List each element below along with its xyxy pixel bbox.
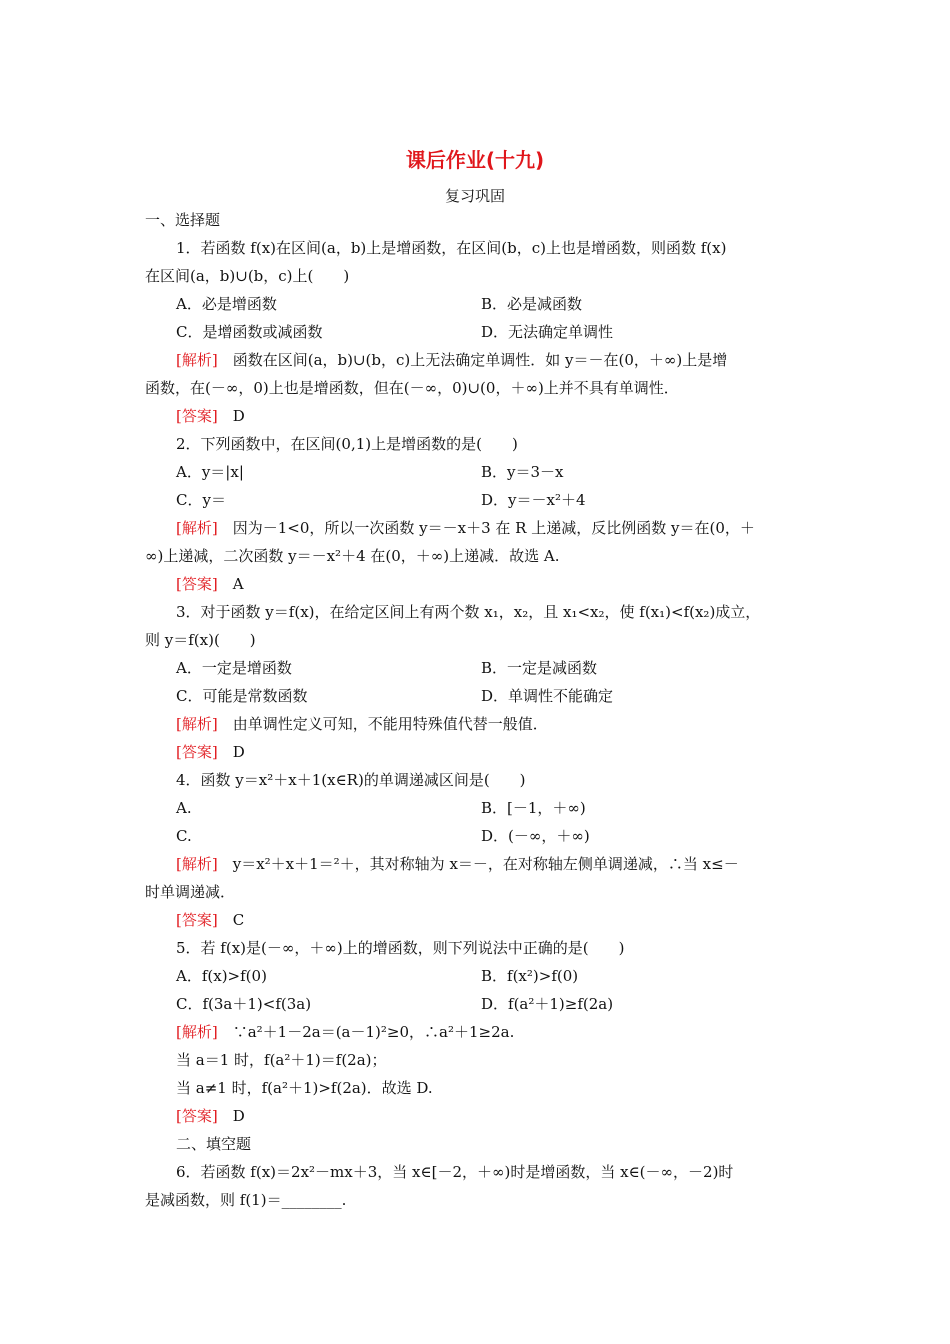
question-2-line-1: 2．下列函数中，在区间(0,1)上是增函数的是( ) <box>176 435 518 453</box>
answer-tag: [答案] <box>176 407 218 425</box>
option-b: B．一定是减函数 <box>481 659 598 677</box>
analysis-line: [解析] y＝x²＋x＋1＝²＋，其对称轴为 x＝－，在对称轴左侧单调递减，∴当 x≤－ <box>176 855 739 873</box>
analysis-tag: [解析] <box>176 1023 218 1041</box>
option-c: C．是增函数或减函数 <box>176 323 323 341</box>
analysis-line: [解析] 因为－1<0，所以一次函数 y＝－x＋3 在 R 上递减，反比例函数 y＝在(0，＋ <box>176 519 755 537</box>
page-title: 课后作业(十九) <box>405 148 545 172</box>
question-5-options-row-1 <box>145 962 810 990</box>
answer-line: [答案] D <box>176 1107 245 1125</box>
option-c: C. <box>176 827 192 845</box>
analysis-line: [解析] ∵a²＋1－2a＝(a－1)²≥0，∴a²＋1≥2a. <box>176 1023 515 1041</box>
answer-tag: [答案] <box>176 575 218 593</box>
option-c: C．可能是常数函数 <box>176 687 308 705</box>
answer-line: [答案] C <box>176 911 245 929</box>
question-5-options-row-2 <box>145 990 810 1018</box>
analysis-line: 当 a≠1 时，f(a²＋1)>f(2a)．故选 D. <box>176 1079 433 1097</box>
question-3-line-2: 则 y＝f(x)( ) <box>145 631 256 649</box>
option-b: B．必是减函数 <box>481 295 583 313</box>
section-heading: 二、填空题 <box>176 1135 252 1153</box>
answer-line: [答案] D <box>176 407 245 425</box>
analysis-tag: [解析] <box>176 855 218 873</box>
analysis-line: 时单调递减． <box>145 883 236 901</box>
option-c: C．y＝ <box>176 491 226 509</box>
option-d: D．y＝－x²＋4 <box>481 491 586 509</box>
answer-tag: [答案] <box>176 1107 218 1125</box>
option-b: B．f(x²)>f(0) <box>481 967 579 985</box>
document-body <box>145 206 810 1214</box>
answer-line: [答案] D <box>176 743 245 761</box>
analysis-tag: [解析] <box>176 519 218 537</box>
analysis-line: [解析] 由单调性定义可知，不能用特殊值代替一般值． <box>176 715 548 733</box>
option-d: D．单调性不能确定 <box>481 687 614 705</box>
page-subtitle: 复习巩固 <box>444 187 505 205</box>
analysis-line: 当 a＝1 时，f(a²＋1)＝f(2a)； <box>176 1051 387 1069</box>
question-6-line-2: 是减函数，则 f(1)＝________. <box>145 1191 347 1209</box>
answer-tag: [答案] <box>176 743 218 761</box>
analysis-line: ∞)上递减，二次函数 y＝－x²＋4 在(0，＋∞)上递减．故选 A. <box>145 547 560 565</box>
answer-line: [答案] A <box>176 575 244 593</box>
option-b: B．[－1，＋∞) <box>481 799 586 817</box>
question-2-options-row-2 <box>145 486 810 514</box>
option-a: A．y＝|x| <box>176 463 244 481</box>
question-3-line-1: 3．对于函数 y＝f(x)，在给定区间上有两个数 x₁，x₂，且 x₁<x₂，使 f(x₁)<f(x₂)成立， <box>176 603 761 621</box>
option-d: D．f(a²＋1)≥f(2a) <box>481 995 614 1013</box>
option-d: D．(－∞，＋∞) <box>481 827 590 845</box>
answer-tag: [答案] <box>176 911 218 929</box>
question-4-options-row-1 <box>145 794 810 822</box>
option-d: D．无法确定单调性 <box>481 323 614 341</box>
option-a: A. <box>176 799 192 817</box>
question-1-line-2: 在区间(a，b)∪(b，c)上( ) <box>145 267 350 285</box>
analysis-line: 函数，在(－∞，0)上也是增函数，但在(－∞，0)∪(0，＋∞)上并不具有单调性． <box>145 379 679 397</box>
option-b: B．y＝3－x <box>481 463 564 481</box>
question-1-options-row-2 <box>145 318 810 346</box>
question-1-line-1: 1．若函数 f(x)在区间(a，b)上是增函数，在区间(b，c)上也是增函数，则函数 f(x) <box>176 239 727 257</box>
option-a: A．必是增函数 <box>176 295 277 313</box>
question-4-options-row-2 <box>145 822 810 850</box>
analysis-line: [解析] 函数在区间(a，b)∪(b，c)上无法确定单调性．如 y＝－在(0，＋∞)上是增 <box>176 351 728 369</box>
question-3-options-row-2 <box>145 682 810 710</box>
question-4-line-1: 4．函数 y＝x²＋x＋1(x∈R)的单调递减区间是( ) <box>176 771 526 789</box>
option-a: A．f(x)>f(0) <box>176 967 267 985</box>
question-3-options-row-1 <box>145 654 810 682</box>
analysis-tag: [解析] <box>176 715 218 733</box>
question-5-line-1: 5．若 f(x)是(－∞，＋∞)上的增函数，则下列说法中正确的是( ) <box>176 939 625 957</box>
question-6-line-1: 6．若函数 f(x)＝2x²－mx＋3，当 x∈[－2，＋∞)时是增函数，当 x∈(－∞，－2)时 <box>176 1163 734 1181</box>
section-heading: 一、选择题 <box>145 211 221 229</box>
option-c: C．f(3a＋1)<f(3a) <box>176 995 312 1013</box>
analysis-tag: [解析] <box>176 351 218 369</box>
option-a: A．一定是增函数 <box>176 659 292 677</box>
question-1-options-row-1 <box>145 290 810 318</box>
question-2-options-row-1 <box>145 458 810 486</box>
